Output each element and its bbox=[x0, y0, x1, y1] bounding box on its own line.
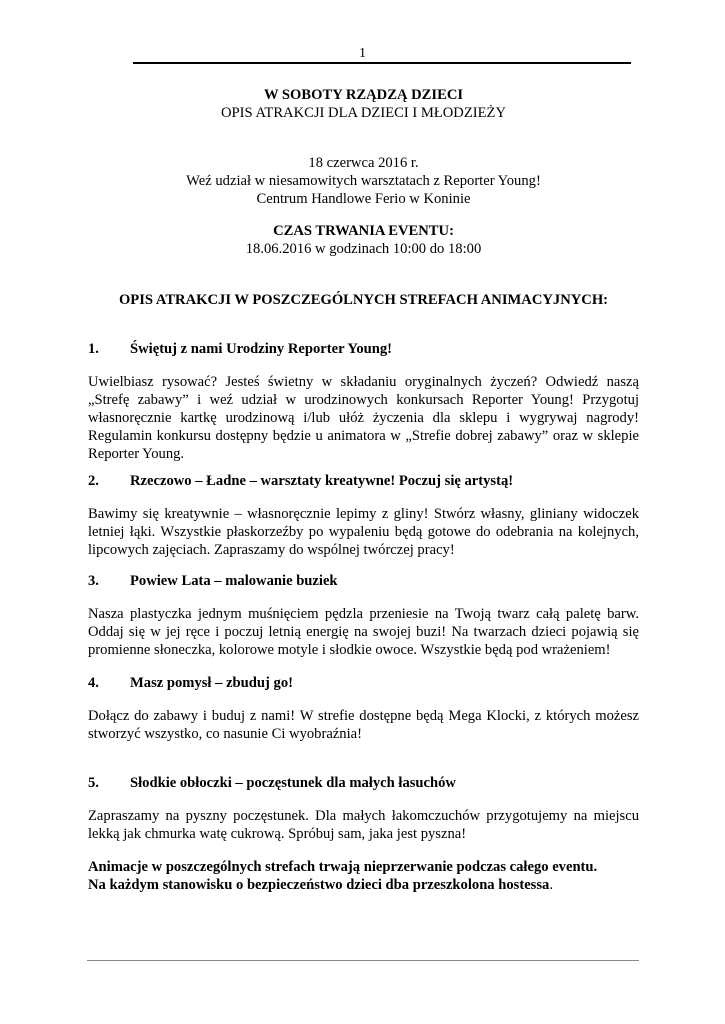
duration-label: CZAS TRWANIA EVENTU: bbox=[273, 223, 454, 239]
section-number: 2. bbox=[88, 473, 99, 489]
page-number: 1 bbox=[359, 46, 366, 61]
section-body: Zapraszamy na pyszny poczęstunek. Dla małych łakomczuchów przygotujemy na miejscu lekką jak chmurka watę cukrową. Spróbuj sam, jaka jest pyszna! bbox=[88, 808, 639, 842]
section-heading bbox=[88, 472, 513, 490]
section-number: 1. bbox=[88, 341, 99, 357]
event-invite: Weź udział w niesamowitych warsztatach z Reporter Young! bbox=[186, 173, 541, 189]
section-title: Powiew Lata – malowanie buziek bbox=[130, 573, 338, 589]
section-heading bbox=[88, 674, 293, 692]
document-title: W SOBOTY RZĄDZĄ DZIECI bbox=[263, 87, 464, 103]
zones-heading: OPIS ATRAKCJI W POSZCZEGÓLNYCH STREFACH ANIMACYJNYCH: bbox=[118, 292, 609, 308]
footer-rule bbox=[87, 960, 639, 961]
closing-line-2 bbox=[88, 876, 553, 894]
duration-value: 18.06.2016 w godzinach 10:00 do 18:00 bbox=[245, 241, 482, 257]
section-body: Uwielbiasz rysować? Jesteś świetny w składaniu oryginalnych życzeń? Odwiedź naszą „Strefę zabawy” i weź udział w urodzinowych konkursach Reporter Young! Przygotuj własnoręcznie kartkę urodzinową i/lub ułóż życzenia dla sklepu i wygrywaj nagrody! Regulamin konkursu dostępny będzie u animatora w „Strefie dobrej zabawy” oraz w sklepie Reporter Young. bbox=[88, 374, 639, 462]
section-heading bbox=[88, 774, 456, 792]
event-date: 18 czerwca 2016 r. bbox=[308, 155, 419, 171]
section-body: Nasza plastyczka jednym muśnięciem pędzla przeniesie na Twoją twarz całą paletę barw. Oddaj się w jej ręce i poczuj letnią energię na swojej buzi! Na twarzach dzieci pojawią się promienne słoneczka, kolorowe motyle i słodkie owoce. Wszystkie będą pod wrażeniem! bbox=[88, 606, 639, 658]
section-number: 5. bbox=[88, 775, 99, 791]
document-subtitle: OPIS ATRAKCJI DLA DZIECI I MŁODZIEŻY bbox=[221, 105, 506, 121]
section-number: 3. bbox=[88, 573, 99, 589]
header-rule bbox=[133, 62, 631, 64]
event-venue: Centrum Handlowe Ferio w Koninie bbox=[256, 191, 471, 207]
section-number: 4. bbox=[88, 675, 99, 691]
section-title: Masz pomysł – zbuduj go! bbox=[130, 675, 293, 691]
closing-line-2-period: . bbox=[549, 877, 553, 893]
section-heading bbox=[88, 572, 338, 590]
closing-line-2-text: Na każdym stanowisku o bezpieczeństwo dzieci dba przeszkolona hostessa bbox=[88, 877, 550, 893]
section-title: Rzeczowo – Ładne – warsztaty kreatywne! Poczuj się artystą! bbox=[130, 473, 514, 489]
section-body: Dołącz do zabawy i buduj z nami! W strefie dostępne będą Mega Klocki, z których możesz stworzyć wszystko, co nasunie Ci wyobraźnia! bbox=[88, 708, 639, 742]
closing-line-1: Animacje w poszczególnych strefach trwają nieprzerwanie podczas całego eventu. bbox=[88, 859, 598, 875]
section-title: Świętuj z nami Urodziny Reporter Young! bbox=[130, 341, 393, 357]
section-heading bbox=[88, 340, 392, 358]
section-body: Bawimy się kreatywnie – własnoręcznie lepimy z gliny! Stwórz własny, gliniany widoczek letniej łąki. Wszystkie płaskorzeźby po wypaleniu będą gotowe do odebrania na kolejnych, lipcowych zajęciach. Zapraszamy do wspólnej twórczej pracy! bbox=[88, 506, 639, 558]
section-title: Słodkie obłoczki – poczęstunek dla małych łasuchów bbox=[130, 775, 456, 791]
